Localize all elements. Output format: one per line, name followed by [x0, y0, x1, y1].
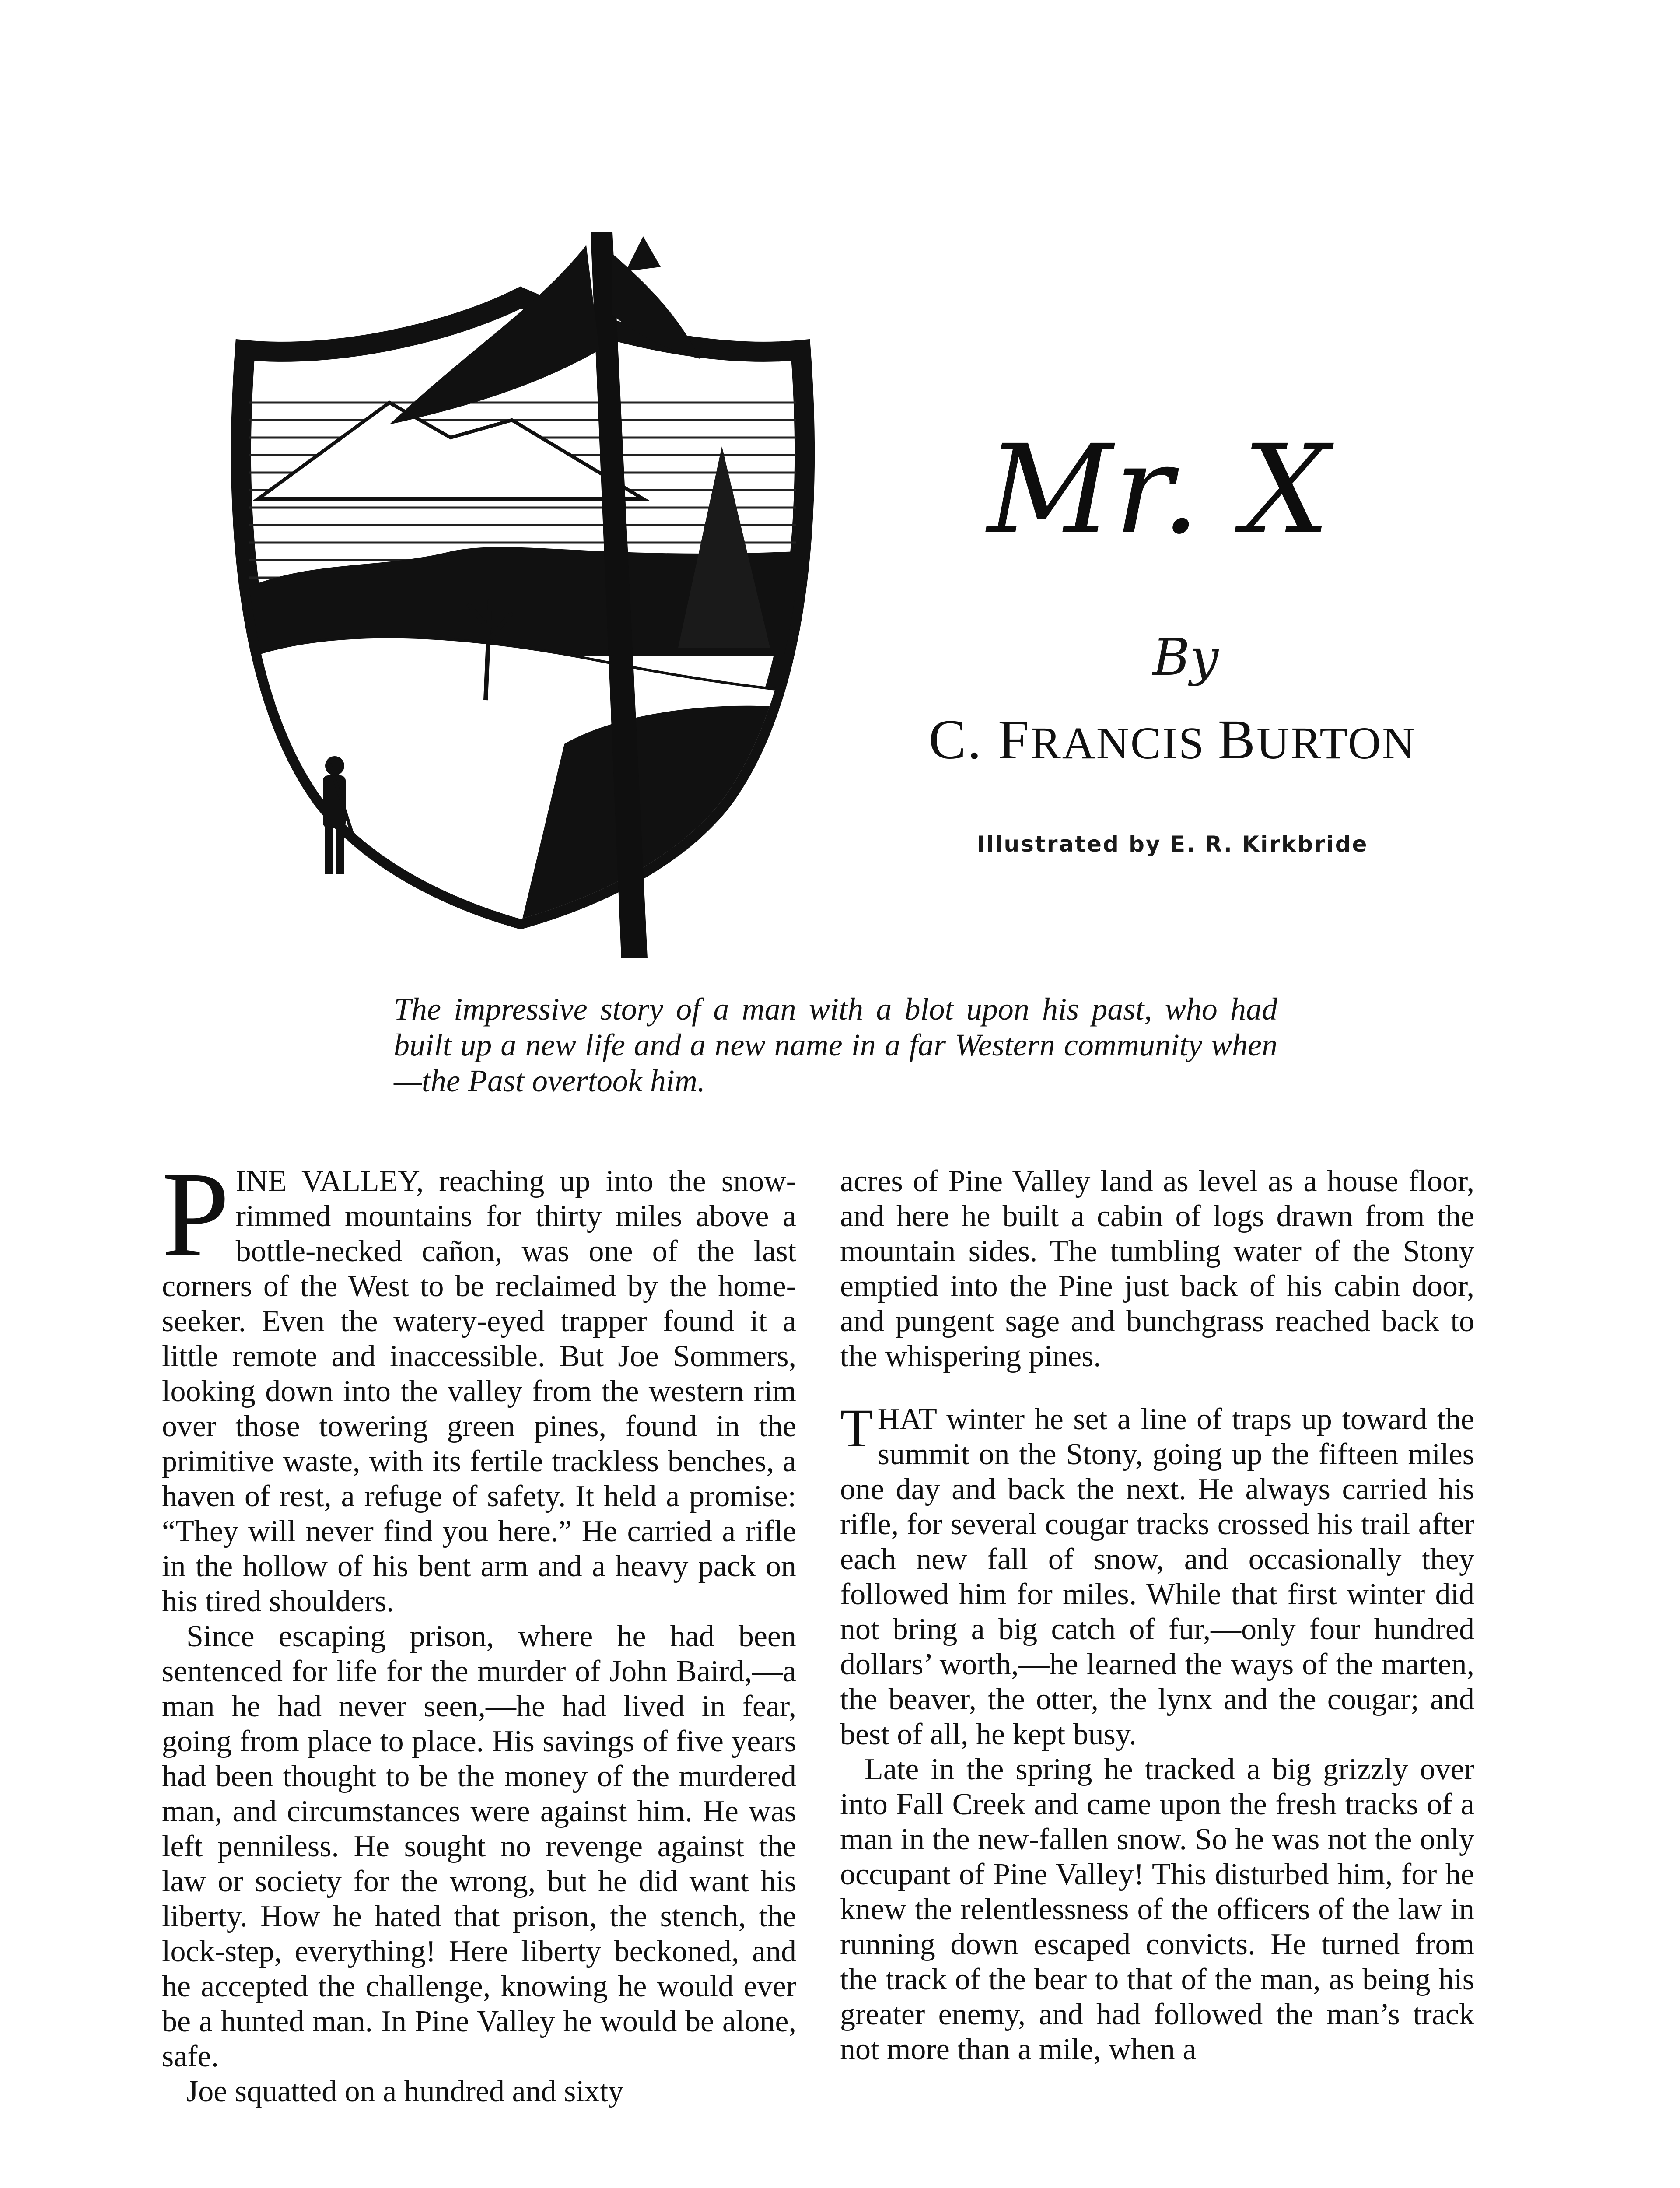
body-paragraph: Since escaping prison, where he had been sentenced for life for the murder of John Baird,—a man he had never seen,—he had lived in fear, going from place to place. His savings of five years had been thought to be the money of the murdered man, and circumstances were against him. He was left penniless. He sought no revenge against the law or society for the wrong, but he did want his liberty. How he hated that prison, the stench, the lock-step, everything! Here liberty beckoned, and he accepted the challenge, knowing he would ever be a hunted man. In Pine Valley he would be alone, safe. [162, 1620, 796, 2073]
shield-illustration [206, 219, 840, 963]
author-name-part: B [1218, 708, 1257, 771]
body-column-right [840, 1164, 1474, 2067]
illustrator-credit: Illustrated by E. R. Kirkbride [976, 831, 1368, 857]
body-paragraph: Joe squatted on a hundred and sixty [186, 2075, 624, 2108]
body-paragraph [840, 1398, 1474, 1752]
author-name-part: C. F [928, 708, 1031, 771]
paragraph-text: HAT winter he set a line of traps up toward the summit on the Stony, going up the fifteen miles one day and back the next. He always carried his rifle, for several cougar tracks crossed his trail after each new fall of snow, and occasionally they followed him for miles. While that first winter did not bring a big catch of fur,—only four hundred dollars’ worth,—he learned the ways of the marten, the beaver, the otter, the lynx and the cougar; and best of all, he kept busy. [840, 1403, 1474, 1751]
byline-prefix: By [1152, 628, 1219, 687]
body-paragraph: Late in the spring he tracked a big grizzly over into Fall Creek and came upon the fresh tracks of a man in the new-fallen snow. So he was not the only occupant of Pine Valley! This disturbed him, for he knew the relentlessness of the officers of the law in running down escaped convicts. He turned from the track of the bear to that of the man, as being his greater enemy, and had followed the man’s track not more than a mile, when a [840, 1753, 1474, 2066]
body-paragraph: acres of Pine Valley land as level as a house floor, and here he built a cabin of logs drawn from the mountain sides. The tumbling water of the Stony emptied into the Pine just back of his cabin door, and pungent sage and bunchgrass reached back to the whispering pines. [840, 1164, 1474, 1373]
paragraph-text: INE VALLEY, reaching up into the snow-rimmed mountains for thirty miles above a bottle-necked cañon, was one of the last corners of the West to be reclaimed by the home-seeker. Even the watery-eyed trapper found it a little remote and inaccessible. But Joe Sommers, looking down into the valley from the western rim over those towering green pines, found in the primitive waste, with its fertile trackless benches, a haven of rest, a refuge of safety. It held a promise: “They will never find you here.” He carried a rifle in the hollow of his bent arm and a heavy pack on his tired shoulders. [162, 1164, 796, 1618]
author-name-part: URTON [1256, 718, 1417, 768]
article-deck: The impressive story of a man with a blot upon his past, who had built up a new life and a new name in a far Western community when—the Past overtook him. [394, 992, 1278, 1098]
article-title: Mr. X [987, 419, 1332, 561]
author-name-part: RANCIS [1030, 718, 1218, 768]
body-paragraph [162, 1147, 796, 1619]
author-name [849, 709, 1496, 771]
drop-cap: T [840, 1398, 873, 1458]
body-column-left [162, 1147, 796, 2109]
drop-cap: P [162, 1147, 230, 1282]
